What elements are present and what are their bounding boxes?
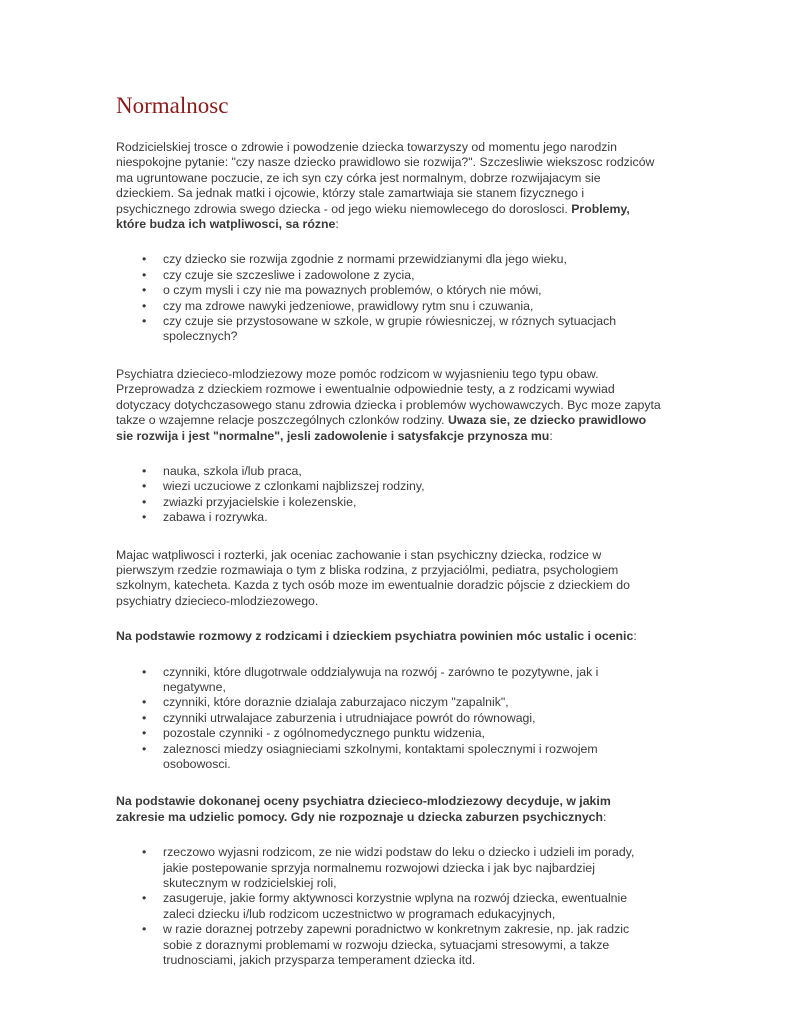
list-item: • czy czuje sie szczesliwe i zadowolone z zycia, [163, 268, 661, 283]
list-item: • czynniki utrwalajace zaburzenia i utrudniajace powrót do równowagi, [163, 711, 661, 726]
list-item: • w razie doraznej potrzeby zapewni poradnictwo w konkretnym zakresie, np. jak radzic sobie z doraznymi problemami w rozwoju dziecka, sytuacjami stresowymi, a takze trudnosciami, jakich przysparza temperament dziecka itd. [163, 922, 661, 968]
doubts-paragraph: Majac watpliwosci i rozterki, jak oceniac zachowanie i stan psychiczny dziecka, rodzice w pierwszym rzedzie rozmawiaja o tym z bliska rodzina, z przyjaciólmi, pediatra, psychologiem szkolnym, katecheta. Kazda z tych osób moze im ewentualnie doradzic pójscie z dzieckiem do psychiatry dziecieco-mlodziezowego. [116, 547, 630, 608]
psychiatrist-paragraph [116, 367, 661, 444]
list-item: • rzeczowo wyjasni rodzicom, ze nie widzi podstaw do leku o dziecko i udzieli im porady, jakie postepowanie sprzyja normalnemu rozwojowi dziecka i jak byc najbardziej skutecznym w rodzicielskiej roli, [163, 845, 661, 891]
para4-tail: : [633, 629, 637, 644]
intro-bold: Problemy, które budza ich watpliwosci, sa rózne [116, 201, 630, 232]
list-item: • wiezi uczuciowe z czlonkami najblizszej rodziny, [163, 479, 661, 494]
list-item: • czy ma zdrowe nawyki jedzeniowe, prawidlowy rytm snu i czuwania, [163, 299, 661, 314]
para2-tail: : [549, 428, 553, 443]
help-list [116, 845, 661, 968]
para5-tail: : [603, 809, 607, 824]
list-item: • czynniki, które dlugotrwale oddzialywuja na rozwój - zarówno te pozytywne, jak i negatywne, [163, 665, 661, 696]
assessment-heading [116, 629, 661, 644]
list-item: • zwiazki przyjacielskie i kolezenskie, [163, 495, 661, 510]
intro-paragraph [116, 140, 661, 232]
list-item: • czy dziecko sie rozwija zgodnie z normami przewidzianymi dla jego wieku, [163, 252, 661, 267]
page-title: Normalnosc [116, 93, 229, 118]
para2-bold: Uwaza sie, ze dziecko prawidlowo sie rozwija i jest "normalne", jesli zadowolenie i satysfakcje przynosza mu [116, 413, 647, 443]
intro-text: Rodzicielskiej trosce o zdrowie i powodzenie dziecka towarzyszy od momentu jego narodzin niespokojne pytanie: "czy nasze dziecko prawidlowo sie rozwija?". Szczesliwie wiekszosc rodziców ma ugruntowane poczucie, ze ich syn czy córka jest normalnym, dobrze rozwijajacym sie dzieckiem. Sa jednak matki i ojcowie, którzy stale zamartwiaja sie stanem fizycznego i psychicznego zdrowia swego dziecka - od jego wieku niemowlecego do doroslosci. [116, 140, 655, 216]
list-item: • o czym mysli i czy nie ma powaznych problemów, o których nie mówi, [163, 283, 661, 298]
list-item: • czynniki, które doraznie dzialaja zaburzajaco niczym "zapalnik", [163, 695, 661, 710]
para4-bold: Na podstawie rozmowy z rodzicami i dzieckiem psychiatra powinien móc ustalic i ocenic [116, 629, 634, 644]
satisfaction-list [116, 464, 661, 526]
list-item: • czy czuje sie przystosowane w szkole, w grupie rówiesniczej, w róznych sytuacjach spolecznych? [163, 314, 661, 345]
decision-heading [116, 794, 661, 825]
list-item: • pozostale czynniki - z ogólnomedycznego punktu widzenia, [163, 726, 661, 741]
list-item: • zaleznosci miedzy osiagnieciami szkolnymi, kontaktami spolecznymi i rozwojem osobowosci. [163, 742, 661, 773]
list-item: • nauka, szkola i/lub praca, [163, 464, 661, 479]
intro-tail: : [335, 217, 339, 232]
para2-text: Psychiatra dziecieco-mlodziezowy moze pomóc rodzicom w wyjasnieniu tego typu obaw. Przeprowadza z dzieckiem rozmowe i ewentualnie odpowiednie testy, a z rodzicami wywiad dotyczacy dotychczasowego stanu zdrowia dziecka i problemów wychowawczych. Byc moze zapyta takze o wzajemne relacje poszczególnych czlonków rodziny. [116, 366, 661, 428]
list-item: • zasugeruje, jakie formy aktywnosci korzystnie wplyna na rozwój dziecka, ewentualnie zaleci dziecku i/lub rodzicom uczestnictwo w programach edukacyjnych, [163, 891, 661, 922]
factors-list [116, 665, 661, 773]
list-item: • zabawa i rozrywka. [163, 510, 661, 525]
document-page [116, 92, 661, 990]
concerns-list [116, 252, 661, 344]
para5-bold: Na podstawie dokonanej oceny psychiatra dziecieco-mlodziezowy decyduje, w jakim zakresie ma udzielic pomocy. Gdy nie rozpoznaje u dziecka zaburzen psychicznych [116, 794, 611, 824]
